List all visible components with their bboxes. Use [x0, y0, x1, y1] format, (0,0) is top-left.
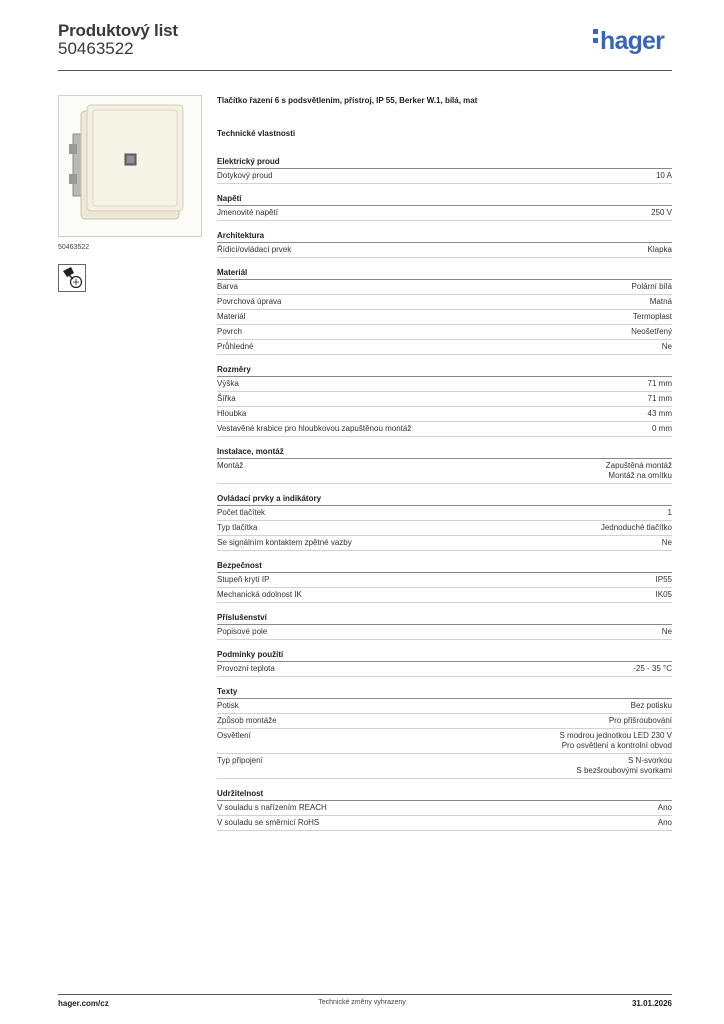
spec-label: Popisové pole: [217, 627, 268, 636]
spec-value: [668, 508, 672, 518]
spec-value: [601, 523, 672, 533]
spec-row: [217, 325, 672, 340]
footer-date: 31.01.2026: [631, 999, 672, 1008]
spec-label: Jmenovité napětí: [217, 208, 278, 217]
spec-label: Materiál: [217, 312, 246, 321]
spec-row: [217, 521, 672, 536]
spec-row: [217, 662, 672, 677]
spec-label: Typ tlačítka: [217, 523, 258, 532]
spec-row: [217, 536, 672, 551]
spec-value-line: 71 mm: [647, 379, 672, 388]
spec-group: [217, 267, 672, 355]
spec-value: [559, 731, 672, 751]
header-divider: [58, 70, 672, 71]
spec-label: Výška: [217, 379, 239, 388]
spec-value: [662, 627, 672, 637]
spec-label: Typ připojení: [217, 756, 263, 765]
page-title: Produktový list: [58, 21, 178, 40]
spec-value-line: Ne: [661, 627, 672, 636]
spec-value: [633, 664, 672, 674]
footer-disclaimer: Technické změny vyhrazeny: [318, 999, 406, 1006]
spec-value: [656, 171, 672, 181]
spec-group-title: Architektura: [217, 230, 672, 243]
section-heading: Technické vlastnosti: [217, 129, 296, 138]
image-caption: 50463522: [58, 244, 90, 251]
spec-row: [217, 310, 672, 325]
spec-label: V souladu se směrnicí RoHS: [217, 818, 320, 827]
spec-value: [656, 575, 672, 585]
switch-illustration: [59, 96, 201, 236]
spec-value: [631, 327, 672, 337]
spec-group: [217, 649, 672, 677]
spec-group-title: Rozměry: [217, 364, 672, 377]
spec-value: [648, 245, 672, 255]
logo-text: hager: [600, 27, 665, 55]
spec-row: [217, 729, 672, 754]
spec-value-line: S bezšroubovými svorkami: [576, 766, 672, 775]
spec-value-line: Zapuštěná montáž: [605, 461, 672, 470]
spec-label: V souladu s nařízením REACH: [217, 803, 327, 812]
spec-group: [217, 364, 672, 437]
spec-value-line: S modrou jednotkou LED 230 V: [559, 731, 672, 740]
footer-website: hager.com/cz: [58, 999, 109, 1008]
spec-group: [217, 560, 672, 603]
spec-group: [217, 493, 672, 551]
spec-value-line: 1: [667, 508, 672, 517]
spec-value: [606, 461, 672, 481]
spec-label: Barva: [217, 282, 238, 291]
spec-row: [217, 169, 672, 184]
spec-value-line: Klapka: [647, 245, 672, 254]
spec-value-line: S N-svorkou: [627, 756, 672, 765]
spec-value: [648, 379, 672, 389]
specification-panel: [217, 96, 672, 840]
spec-label: Osvětlení: [217, 731, 251, 740]
spec-value-line: -25 - 35 °C: [633, 664, 672, 673]
spec-row: [217, 459, 672, 484]
spec-row: [217, 422, 672, 437]
spec-group: [217, 612, 672, 640]
spec-group-title: Podmínky použití: [217, 649, 672, 662]
spec-value-line: Pro přišroubování: [608, 716, 672, 725]
spec-value: [652, 424, 672, 434]
spec-label: Hloubka: [217, 409, 247, 418]
product-image: [58, 95, 202, 237]
spec-label: Vestavěné krabice pro hloubkovou zapuštěnou montáž: [217, 424, 412, 433]
spec-label: Mechanická odolnost IK: [217, 590, 302, 599]
spec-label: Počet tlačítek: [217, 508, 266, 517]
spec-value: [651, 208, 672, 218]
spec-value-line: Termoplast: [632, 312, 672, 321]
spec-value-line: IK05: [655, 590, 672, 599]
spec-value: [648, 409, 672, 419]
spec-label: Řídicí/ovládací prvek: [217, 245, 292, 254]
spec-value-line: Ano: [657, 818, 672, 827]
spec-group: [217, 446, 672, 484]
spec-row: [217, 573, 672, 588]
spec-value: [662, 538, 672, 548]
spec-value: [650, 297, 672, 307]
spec-label: Šířka: [217, 394, 236, 403]
spec-value-line: IP55: [655, 575, 672, 584]
product-number: 50463522: [58, 39, 134, 58]
spec-row: [217, 206, 672, 221]
spec-label: Stupeň krytí IP: [217, 575, 270, 584]
spec-row: [217, 588, 672, 603]
spec-label: Potisk: [217, 701, 239, 710]
spec-value-line: 10 A: [655, 171, 672, 180]
spec-label: Provozní teplota: [217, 664, 275, 673]
spec-value-line: Ne: [661, 342, 672, 351]
spec-group: [217, 193, 672, 221]
spec-label: Dotykový proud: [217, 171, 273, 180]
spec-row: [217, 714, 672, 729]
spec-group-title: Materiál: [217, 267, 672, 280]
spec-group-title: Elektrický proud: [217, 156, 672, 169]
spec-value: [658, 803, 672, 813]
spec-group: [217, 156, 672, 184]
spec-value-line: Bez potisku: [630, 701, 672, 710]
spec-row: [217, 625, 672, 640]
spec-label: Se signálním kontaktem zpětné vazby: [217, 538, 352, 547]
footer-divider: [58, 994, 672, 995]
spec-group-title: Napětí: [217, 193, 672, 206]
spec-value: [609, 716, 672, 726]
spec-row: [217, 754, 672, 779]
spec-value: [658, 818, 672, 828]
spec-row: [217, 377, 672, 392]
spec-value: [656, 590, 672, 600]
spec-value-line: Jednoduché tlačítko: [600, 523, 672, 532]
spec-row: [217, 699, 672, 714]
spec-value: [576, 756, 672, 776]
spec-value-line: 71 mm: [647, 394, 672, 403]
spec-row: [217, 280, 672, 295]
spec-group: [217, 230, 672, 258]
spec-value-line: Ano: [657, 803, 672, 812]
spec-value-line: Montáž na omítku: [608, 471, 672, 480]
spec-label: Montáž: [217, 461, 244, 470]
product-description: Tlačítko řazení 6 s podsvětlením, přístroj, IP 55, Berker W.1, bílá, mat: [217, 96, 478, 105]
spec-group-title: Instalace, montáž: [217, 446, 672, 459]
hager-logo: [593, 27, 664, 56]
spec-row: [217, 340, 672, 355]
spec-row: [217, 407, 672, 422]
spec-value-line: Polární bílá: [631, 282, 672, 291]
spec-group-title: Udržitelnost: [217, 788, 672, 801]
spec-value-line: Ne: [661, 538, 672, 547]
spec-row: [217, 801, 672, 816]
spec-label: Povrchová úprava: [217, 297, 282, 306]
spec-value: [633, 312, 672, 322]
spec-value-line: Matná: [649, 297, 672, 306]
spec-group-title: Ovládací prvky a indikátory: [217, 493, 672, 506]
spec-group: [217, 686, 672, 779]
spec-group-title: Bezpečnost: [217, 560, 672, 573]
spec-group-title: Texty: [217, 686, 672, 699]
spec-value-line: 43 mm: [647, 409, 672, 418]
spec-value: [631, 701, 672, 711]
surface-mount-install-icon: [58, 264, 86, 292]
spec-value-line: 0 mm: [652, 424, 672, 433]
spec-row: [217, 392, 672, 407]
spec-value-line: 250 V: [651, 208, 672, 217]
spec-row: [217, 816, 672, 831]
spec-row: [217, 295, 672, 310]
spec-value: [662, 342, 672, 352]
spec-label: Způsob montáže: [217, 716, 277, 725]
spec-value-line: Pro osvětlení a kontrolní obvod: [561, 741, 672, 750]
spec-row: [217, 243, 672, 258]
spec-group-title: Příslušenství: [217, 612, 672, 625]
spec-group: [217, 788, 672, 831]
spec-value: [648, 394, 672, 404]
spec-row: [217, 506, 672, 521]
spec-label: Povrch: [217, 327, 242, 336]
spec-groups: [217, 156, 672, 831]
spec-value-line: Neošetřený: [631, 327, 672, 336]
spec-value: [632, 282, 672, 292]
spec-label: Průhledné: [217, 342, 254, 351]
